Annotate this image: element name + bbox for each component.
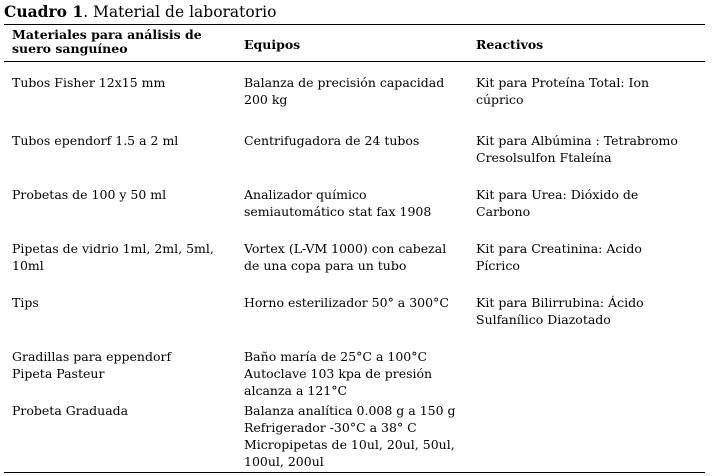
- table-header-rule: [4, 61, 705, 62]
- header-reactivos: Reactivos: [476, 37, 544, 52]
- row-5-equipos: Horno esterilizador 50° a 300°C: [244, 295, 449, 310]
- table-top-rule: [4, 24, 705, 25]
- row-2-materiales: Tubos ependorf 1.5 a 2 ml: [12, 133, 179, 148]
- table-bottom-rule: [4, 472, 705, 473]
- row-4-materiales: Pipetas de vidrio 1ml, 2ml, 5ml, 10ml: [12, 241, 214, 273]
- row-2-reactivos: Kit para Albúmina : Tetrabromo Cresolsulfon Ftaleína: [476, 133, 678, 165]
- row-7-equipos: Balanza analítica 0.008 g a 150 g Refrigerador -30°C a 38° C Micropipetas de 10ul, 20ul, 50ul, 100ul, 200ul: [244, 403, 456, 469]
- row-1-equipos: Balanza de precisión capacidad 200 kg: [244, 75, 445, 107]
- table-caption: [4, 3, 276, 21]
- row-1-materiales: Tubos Fisher 12x15 mm: [12, 75, 166, 90]
- row-3-reactivos: Kit para Urea: Dióxido de Carbono: [476, 187, 639, 219]
- row-3-equipos: Analizador químico semiautomático stat fax 1908: [244, 187, 432, 219]
- caption-number: Cuadro 1: [4, 2, 84, 21]
- caption-title: . Material de laboratorio: [83, 3, 277, 21]
- row-5-reactivos: Kit para Bilirrubina: Ácido Sulfanílico Diazotado: [476, 295, 644, 327]
- row-6-equipos: Baño maría de 25°C a 100°C Autoclave 103 kpa de presión alcanza a 121°C: [244, 349, 433, 398]
- row-3-materiales: Probetas de 100 y 50 ml: [12, 187, 167, 202]
- row-7-materiales: Probeta Graduada: [12, 403, 129, 418]
- row-6-materiales: Gradillas para eppendorf Pipeta Pasteur: [12, 349, 172, 381]
- row-5-materiales: Tips: [12, 295, 39, 310]
- row-1-reactivos: Kit para Proteína Total: Ion cúprico: [476, 75, 650, 107]
- header-equipos: Equipos: [244, 37, 301, 52]
- row-4-reactivos: Kit para Creatinina: Acido Pícrico: [476, 241, 642, 273]
- header-materiales: Materiales para análisis de suero sanguíneo: [12, 27, 202, 56]
- row-4-equipos: Vortex (L-VM 1000) con cabezal de una copa para un tubo: [244, 241, 447, 273]
- row-2-equipos: Centrifugadora de 24 tubos: [244, 133, 420, 148]
